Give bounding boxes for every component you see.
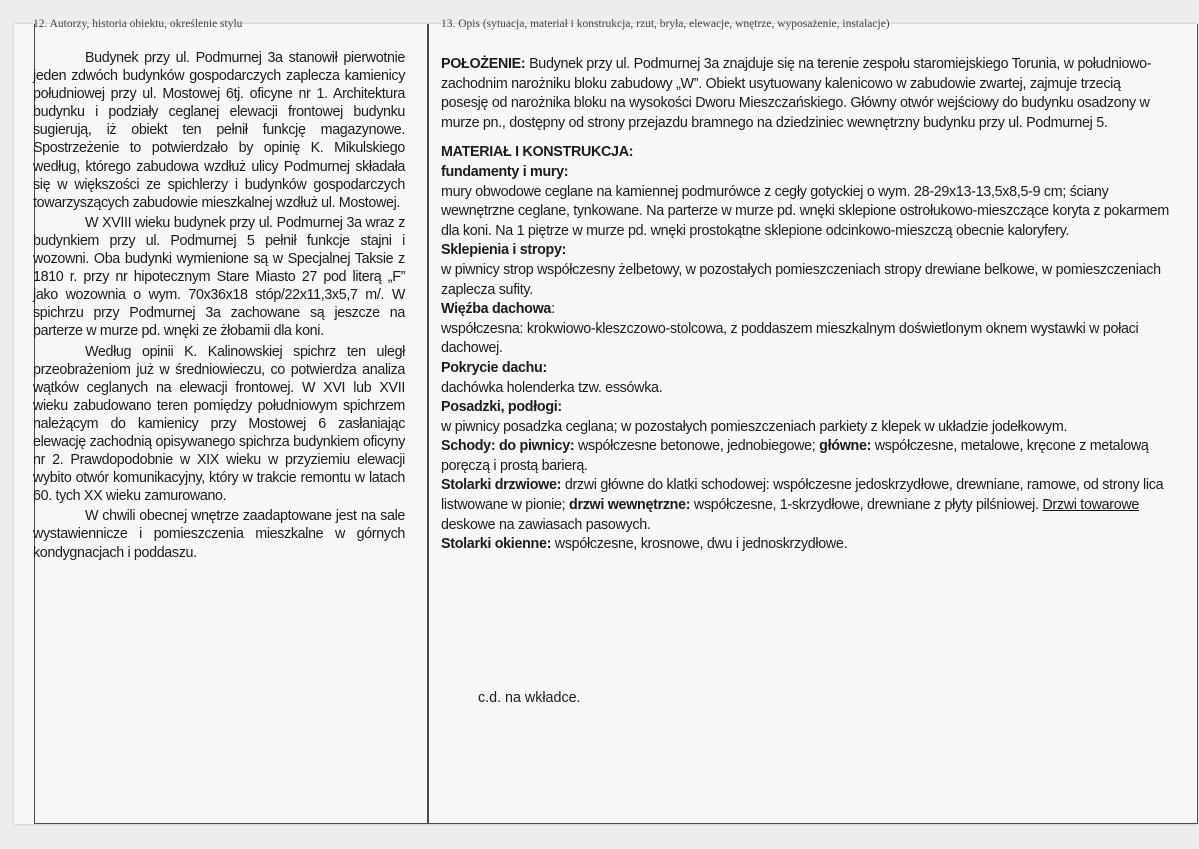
stairs-main-label: główne: — [819, 438, 872, 455]
vaults-text: w piwnicy strop współczesny żelbetowy, w pozostałych pomieszczeniach stropy drewiane belkowe, w pomieszczeniach zaplecza sufity. — [441, 261, 1161, 298]
stairs-main-text: współczesne, metalowe, kręcone z metalową poręczą i prostą barierą. — [441, 438, 1149, 474]
history-paragraph: Według opinii K. Kalinowskiej spichrz ten uległ przeobrażeniom już w średniowieczu, co potwierdza analiza wątków ceglanych na elewacji frontowej. W XVI lub XVII wieku zabudowano teren pomiędzy południowym spichrzem należącym do kamienicy przy Mostowej 6 zasłaniając elewację zachodnią opisywanego spichrza budynkiem oficyny nr 2. Prawdopodobnie w XIX wieku w przyziemiu elewacji wybito otwór komunikacyjny, który w trakcie remontu w latach 60. tych XX wieku zamurowano. — [33, 343, 405, 505]
floors-label: Posadzki, podłogi: — [441, 399, 562, 416]
roof-truss-colon: : — [551, 301, 555, 318]
location-label: POŁOŻENIE: — [441, 56, 526, 72]
stairs-basement-label: Schody: do piwnicy: — [441, 438, 575, 455]
doors-main-text: drzwi główne do klatki schodowej: współczesne jedoskrzydłowe, drewniane, ramowe, od strony lica listwowane w pionie; — [441, 477, 1164, 514]
roofing-label: Pokrycie dachu: — [441, 359, 547, 376]
roof-truss-label: Więźba dachowa — [441, 301, 552, 318]
section-12-heading: 12. Autorzy, historia obiektu, określenie stylu — [33, 18, 243, 30]
windows-label: Stolarki okienne: — [441, 536, 552, 553]
history-paragraph: W chwili obecnej wnętrze zaadaptowane jest na sale wystawiennicze i pomieszczenia mieszkalne w górnych kondygnacjach i poddaszu. — [33, 508, 405, 561]
cargo-doors-label: Drzwi towarowe — [1042, 497, 1140, 514]
continuation-note: c.d. na wkładce. — [478, 690, 581, 706]
history-text-column — [33, 49, 405, 562]
section-13-heading: 13. Opis (sytuacja, materiał i konstrukcja, rzut, bryła, elewacje, wnętrze, wyposażenie, instalacje) — [441, 18, 890, 30]
foundations-label: fundamenty i mury: — [441, 163, 569, 180]
location-paragraph — [441, 55, 1169, 133]
floors-text: w piwnicy posadzka ceglana; w pozostałych pomieszczeniach parkiety z klepek w układzie jodełkowym. — [441, 418, 1068, 435]
history-paragraph: W XVIII wieku budynek przy ul. Podmurnej 3a wraz z budynkiem przy ul. Podmurnej 5 pełnił funkcje stajni i wozowni. Oba budynki wymienione są w Specjalnej Taksie z 1810 r. przy nr hipotecznym Stare Miasto 27 pod literą „F” jako wozownia o wym. 70x36x18 stóp/22x11,3x5,7 m/. W spichrzu przy Podmurnej 3a zachowane są jeszcze na parterze w murze pd. wnęki ze żłobamii dla koni. — [33, 214, 405, 340]
doors-paragraph — [441, 476, 1169, 535]
roofing-text: dachówka holenderka tzw. essówka. — [441, 379, 663, 396]
vaults-label: Sklepienia i stropy: — [441, 242, 567, 259]
doors-label: Stolarki drzwiowe: — [441, 477, 562, 494]
foundations-text: mury obwodowe ceglane na kamiennej podmurówce z cegły gotyckiej o wym. 28-29x13-13,5x8,5-9 cm; ściany wewnętrzne ceglane, tynkowane. Na parterze w murze pd. wnęki sklepione ostrołukowo-mieszczące koryta z pokarmem dla koni. Na 1 piętrze w murze pd. wnęki prostokątne sklepione odcinkowo-mieszczą obecnie kaloryfery. — [441, 183, 1169, 239]
description-text-column — [441, 55, 1169, 555]
doors-internal-label: drzwi wewnętrzne: — [569, 497, 691, 514]
windows-text: współczesne, krosnowe, dwu i jednoskrzydłowe. — [554, 536, 848, 553]
location-text: Budynek przy ul. Podmurnej 3a znajduje się na terenie zespołu staromiejskiego Torunia, w południowo-zachodnim narożniku bloku zabudowy „W”. Obiekt usytuowany kalenicowo w zabudowie zwartej, zajmuje trzecią posesję od narożnika bloku na wysokości Dworu Mieszczańskiego. Główny otwór wejściowy do budynku osadzony w murze pn., dostępny od strony przejazdu bramnego na dziedziniec wewnętrzny budynku przy ul. Podmurnej 5. — [441, 56, 1152, 131]
windows-paragraph — [441, 535, 1169, 555]
doors-internal-text: współczesne, 1-skrzydłowe, drewniane z płyty pilśniowej. — [693, 497, 1039, 514]
material-heading: MATERIAŁ I KONSTRUKCJA: — [441, 144, 634, 161]
cargo-doors-text: deskowe na zawiasach pasowych. — [441, 516, 651, 533]
roof-truss-label-line — [441, 300, 1169, 320]
stairs-basement-text: współczesne betonowe, jednobiegowe; — [578, 438, 816, 455]
stairs-paragraph — [441, 437, 1169, 476]
history-paragraph: Budynek przy ul. Podmurnej 3a stanowił pierwotnie jeden zdwóch budynków gospodarczych zaplecza kamienicy południowej przy ul. Mostowej 6tj. oficyne nr 1. Architektura budynku i podziały ceglanej elewacji frontowej budynku sugierują, iż obiekt ten pełnił funkcję magazynowe. Spostrzeżenie to potwierdzało by opinię K. Mikulskiego według, którego zabudowa wzdłuż ulicy Podmurnej składała się w większości ze spichlerzy i budynków gospodarczych towarzyszących zabudowie mieszkalnej wzdłuż ul. Mostowej. — [33, 50, 405, 211]
roof-truss-text: współczesna: krokwiowo-kleszczowo-stolcowa, z poddaszem mieszkalnym doświetlonym oknem wystawki w połaci dachowej. — [441, 320, 1139, 357]
